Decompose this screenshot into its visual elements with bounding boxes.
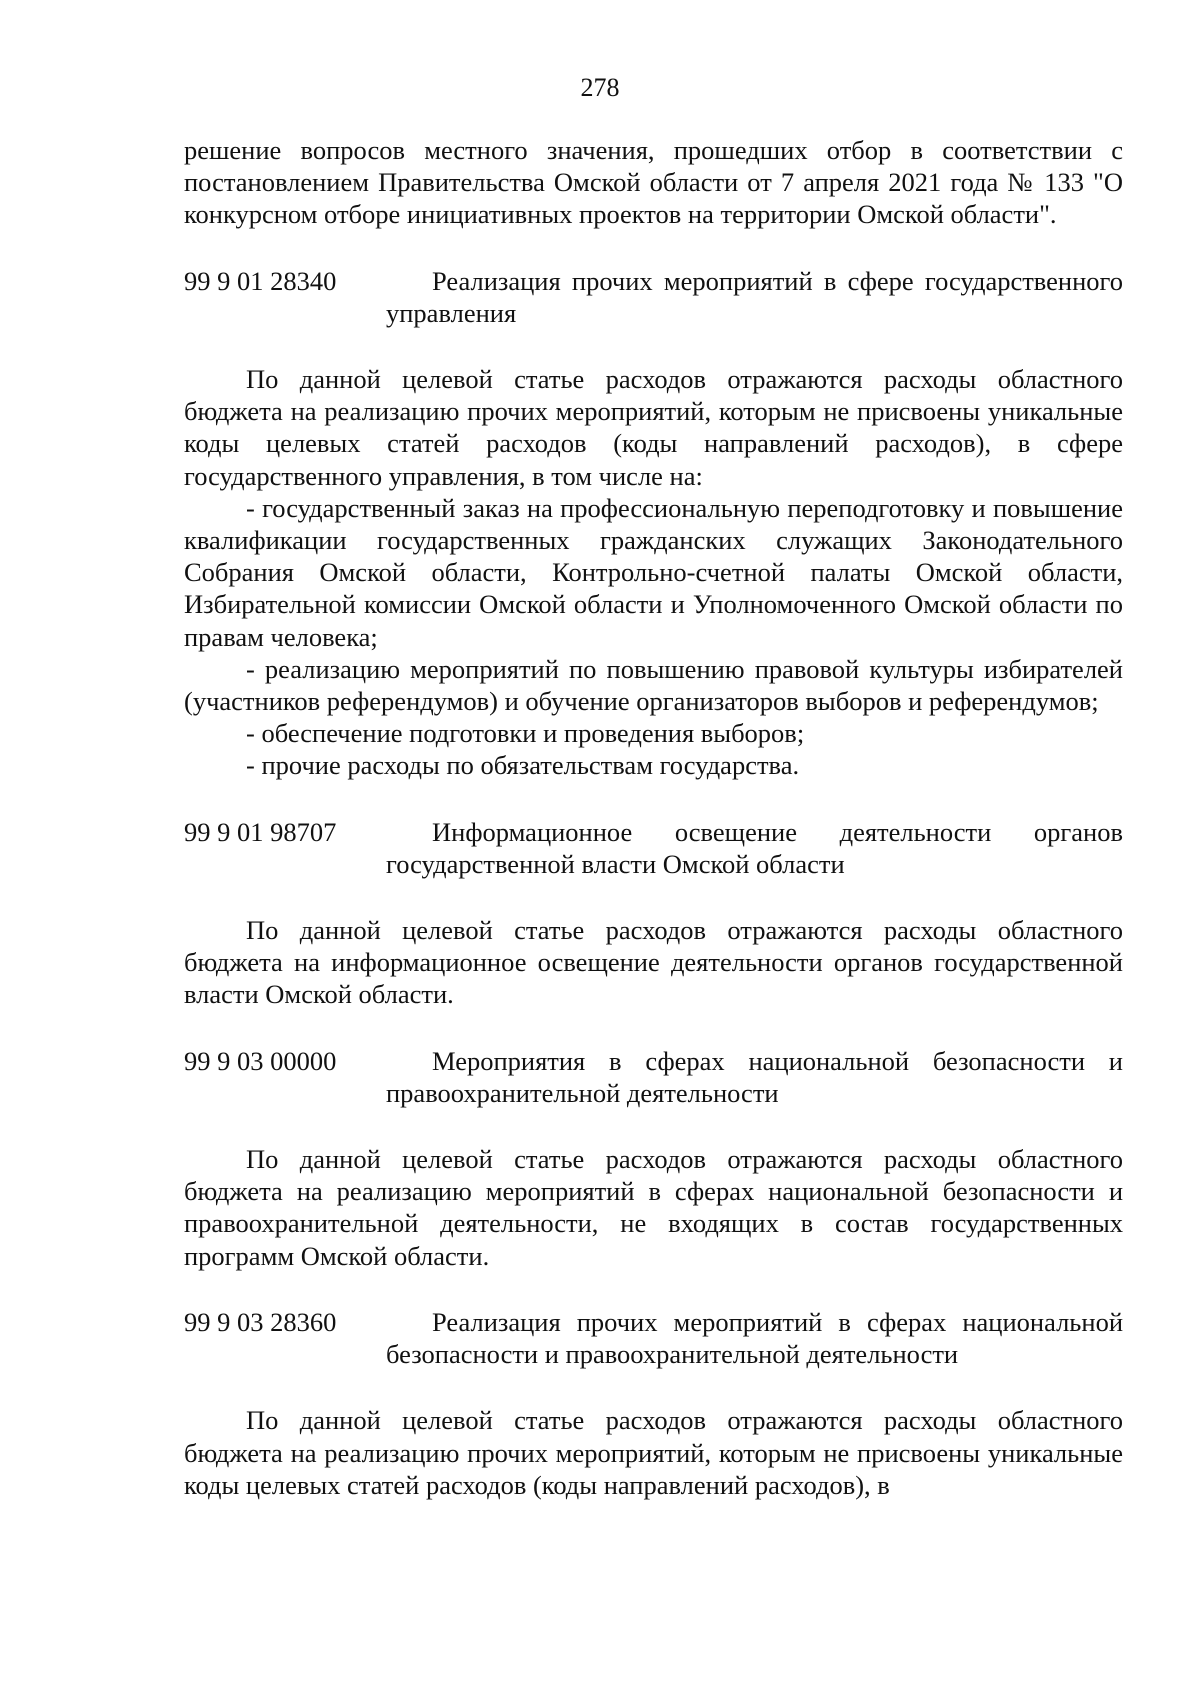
- section-title: Реализация прочих мероприятий в сферах национальной безопасности и правоохранительной деятельности: [386, 1306, 1123, 1370]
- section-body: По данной целевой статье расходов отражаются расходы областного бюджета на информационное освещение деятельности органов государственной власти Омской области.: [184, 915, 1123, 1010]
- spacer: [184, 1272, 1123, 1306]
- section-body: По данной целевой статье расходов отражаются расходы областного бюджета на реализацию прочих мероприятий, которым не присвоены уникальные коды целевых статей расходов (коды направлений расходов), в: [184, 1405, 1123, 1500]
- section-code: 99 9 01 28340: [184, 265, 337, 296]
- section-heading: [184, 1306, 1123, 1370]
- section-body: По данной целевой статье расходов отражаются расходы областного бюджета на реализацию мероприятий в сферах национальной безопасности и правоохранительной деятельности, не входящих в состав государственных программ Омской области.: [184, 1144, 1123, 1271]
- section-body: По данной целевой статье расходов отражаются расходы областного бюджета на реализацию прочих мероприятий, которым не присвоены уникальные коды целевых статей расходов (коды направлений расходов), в сфере государственного управления, в том числе на:: [184, 364, 1123, 491]
- section-title: Мероприятия в сферах национальной безопасности и правоохранительной деятельности: [386, 1045, 1123, 1108]
- spacer: [184, 880, 1123, 914]
- section-title: Информационное освещение деятельности органов государственной власти Омской области: [386, 816, 1123, 879]
- section-code: 99 9 03 28360: [184, 1306, 337, 1337]
- spacer: [184, 329, 1123, 363]
- spacer: [184, 1109, 1123, 1143]
- intro-paragraph: решение вопросов местного значения, прошедших отбор в соответствии с постановлением Правительства Омской области от 7 апреля 2021 года № 133 "О конкурсном отборе инициативных проектов на территории Омской области".: [184, 135, 1123, 230]
- list-item: - реализацию мероприятий по повышению правовой культуры избирателей (участников референдумов) и обучение организаторов выборов и референдумов;: [184, 653, 1123, 717]
- section-code: 99 9 03 00000: [184, 1045, 337, 1076]
- list-item: - прочие расходы по обязательствам государства.: [246, 750, 800, 781]
- spacer: [184, 231, 1123, 265]
- section-heading: [184, 265, 1123, 329]
- page-number: 278: [580, 73, 620, 102]
- section-heading: [184, 1045, 1123, 1109]
- list-item: - обеспечение подготовки и проведения выборов;: [246, 718, 805, 749]
- document-body: [184, 134, 1123, 1501]
- list-item: - государственный заказ на профессиональную переподготовку и повышение квалификации государственных гражданских служащих Законодательного Собрания Омской области, Контрольно-счетной палаты Омской области, Избирательной комиссии Омской области и Уполномоченного Омской области по правам человека;: [184, 492, 1123, 652]
- section-code: 99 9 01 98707: [184, 816, 337, 847]
- section-title: Реализация прочих мероприятий в сфере государственного управления: [386, 265, 1123, 328]
- spacer: [184, 1011, 1123, 1045]
- section-heading: [184, 816, 1123, 880]
- spacer: [184, 782, 1123, 816]
- spacer: [184, 1370, 1123, 1404]
